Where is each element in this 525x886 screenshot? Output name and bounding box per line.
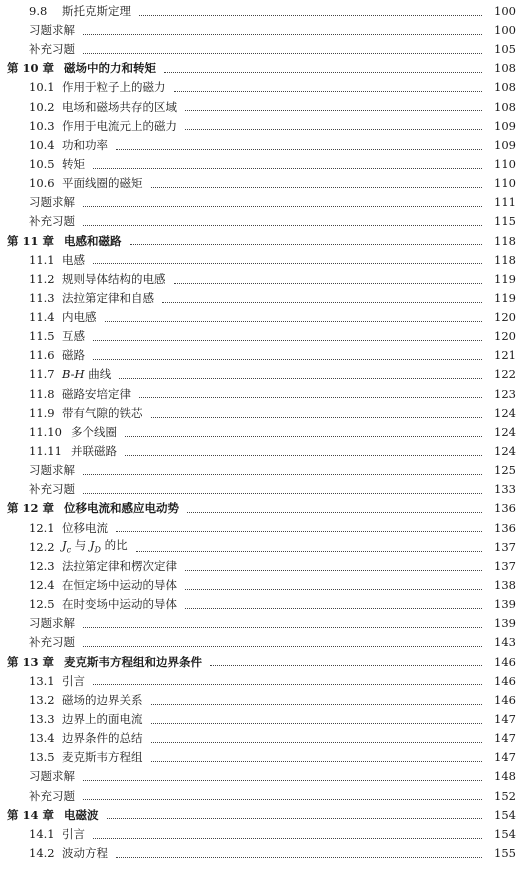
toc-entry-heading: [0, 82, 166, 94]
toc-section-row[interactable]: [0, 404, 525, 423]
toc-entry-heading: [0, 692, 143, 707]
toc-page-number: 110: [494, 176, 516, 191]
toc-section-row[interactable]: [0, 672, 525, 691]
dot-leader: [136, 550, 482, 552]
toc-entry-title: 功和功率: [62, 137, 108, 152]
toc-entry-title: 作用于粒子上的磁力: [62, 80, 166, 95]
toc-page-number: 125: [494, 463, 516, 478]
toc-page-number: 124: [494, 424, 516, 439]
toc-page-number: 155: [494, 846, 516, 860]
toc-entry-heading: [0, 137, 108, 152]
toc-entry-heading: [0, 3, 131, 18]
toc-entry-title: 电场和磁场共存的区域: [62, 99, 177, 114]
dot-leader: [151, 703, 483, 705]
toc-section-row[interactable]: [0, 595, 525, 614]
toc-entry-heading: [0, 216, 75, 228]
toc-entry-number: 10.4: [29, 137, 55, 152]
toc-subentry-row[interactable]: [0, 193, 525, 212]
toc-page-number: 119: [494, 271, 516, 286]
dot-leader: [116, 530, 482, 532]
toc-entry-title: 规则导体结构的电感: [62, 271, 166, 286]
toc-entry-heading: [0, 848, 108, 860]
toc-page-number: 118: [494, 252, 516, 267]
toc-entry-heading: [0, 424, 117, 439]
toc-entry-number: 13.5: [29, 750, 55, 765]
toc-entry-title: 引言: [62, 826, 85, 841]
toc-entry-number: 11.3: [29, 290, 55, 305]
toc-page-number: 124: [494, 444, 516, 459]
toc-subentry-row[interactable]: [0, 787, 525, 806]
toc-entry-heading: [0, 386, 131, 401]
toc-entry-title: 磁路: [62, 348, 85, 363]
dot-leader: [130, 243, 482, 245]
toc-entry-heading: [0, 484, 75, 496]
toc-chapter-row[interactable]: [0, 59, 525, 78]
toc-section-row[interactable]: [0, 289, 525, 308]
toc-entry-title: 内电感: [62, 310, 97, 325]
toc-page-number: 133: [494, 482, 516, 497]
toc-section-row[interactable]: [0, 538, 525, 557]
toc-entry-heading: [0, 654, 203, 669]
toc-entry-heading: [0, 520, 108, 535]
toc-page-number: 124: [494, 405, 516, 420]
toc-page-number: 100: [494, 22, 516, 37]
toc-section-row[interactable]: [0, 576, 525, 595]
dot-leader: [151, 741, 483, 743]
dot-leader: [174, 90, 483, 92]
toc-entry-title: 在时变场中运动的导体: [62, 597, 177, 612]
toc-subentry-row[interactable]: [0, 40, 525, 59]
toc-entry-number: 10.1: [29, 80, 55, 95]
toc-page-number: 109: [494, 137, 516, 152]
toc-entry-title: 补充习题: [29, 635, 75, 650]
dot-leader: [151, 416, 483, 418]
toc-entry-number: 12.3: [29, 558, 55, 573]
toc-entry-number: 10.2: [29, 99, 55, 114]
toc-section-row[interactable]: [0, 270, 525, 289]
toc-entry-number: 12.5: [29, 597, 55, 612]
toc-entry-heading: [0, 63, 156, 75]
toc-page-number: 109: [494, 118, 516, 133]
toc-entry-title: 磁场中的力和转矩: [64, 61, 157, 76]
toc-page-number: 147: [494, 731, 516, 746]
toc-entry-title: B-H 曲线: [62, 367, 112, 382]
toc-entry-title: 磁路安培定律: [62, 386, 131, 401]
toc-page-number: 137: [494, 539, 516, 554]
toc-subentry-row[interactable]: [0, 481, 525, 500]
table-of-contents: [0, 2, 525, 863]
toc-entry-heading: [0, 252, 85, 267]
toc-entry-title: 习题求解: [29, 195, 75, 210]
toc-section-row[interactable]: [0, 825, 525, 844]
toc-entry-title: 斯托克斯定理: [62, 3, 131, 18]
toc-entry-number: 第 11 章: [7, 233, 55, 248]
toc-entry-title: 作用于电流元上的磁力: [62, 118, 177, 133]
toc-chapter-row[interactable]: [0, 232, 525, 251]
toc-section-row[interactable]: [0, 691, 525, 710]
dot-leader: [210, 664, 482, 666]
toc-entry-heading: [0, 807, 99, 822]
dot-leader: [164, 71, 482, 73]
toc-page-number: 146: [494, 692, 516, 707]
toc-page-number: 146: [494, 673, 516, 688]
toc-entry-heading: [0, 405, 143, 420]
toc-entry-number: 13.4: [29, 731, 55, 746]
toc-entry-number: 11.10: [29, 424, 62, 439]
toc-page-number: 154: [494, 807, 516, 822]
toc-entry-title: 边界上的面电流: [62, 712, 143, 727]
toc-page-number: 111: [494, 195, 516, 210]
toc-page-number: 136: [494, 520, 516, 535]
toc-page-number: 146: [494, 654, 516, 669]
toc-entry-heading: [0, 350, 85, 362]
toc-entry-number: 14.2: [29, 846, 55, 860]
toc-entry-number: 11.7: [29, 367, 55, 382]
dot-leader: [83, 626, 482, 628]
toc-entry-heading: [0, 271, 166, 286]
toc-entry-title: 多个线圈: [71, 424, 117, 439]
toc-section-row[interactable]: [0, 385, 525, 404]
toc-entry-number: 11.4: [29, 310, 55, 325]
toc-subentry-row[interactable]: [0, 634, 525, 653]
toc-subentry-row[interactable]: [0, 213, 525, 232]
toc-entry-title: 位移电流和感应电动势: [64, 501, 180, 516]
toc-page-number: 120: [494, 329, 516, 344]
toc-entry-title: 边界条件的总结: [62, 731, 143, 746]
toc-entry-number: 11.11: [29, 444, 62, 459]
toc-chapter-row[interactable]: [0, 500, 525, 519]
dot-leader: [93, 358, 482, 360]
toc-entry-number: 12.1: [29, 520, 55, 535]
dot-leader: [185, 109, 482, 111]
toc-page-number: 137: [494, 558, 516, 573]
dot-leader: [83, 645, 482, 647]
toc-entry-heading: [0, 197, 75, 209]
toc-page-number: 139: [494, 616, 516, 631]
dot-leader: [83, 33, 482, 35]
toc-entry-heading: [0, 733, 143, 745]
toc-entry-heading: [0, 673, 85, 688]
toc-section-row[interactable]: [0, 2, 525, 21]
toc-entry-title: 补充习题: [29, 42, 75, 57]
toc-entry-number: 11.1: [29, 252, 55, 267]
dot-leader: [187, 511, 482, 513]
toc-entry-number: 11.8: [29, 386, 55, 401]
toc-page-number: 154: [494, 826, 516, 841]
toc-entry-heading: [0, 558, 177, 573]
toc-section-row[interactable]: [0, 308, 525, 327]
dot-leader: [93, 262, 482, 264]
toc-page-number: 105: [494, 42, 516, 57]
toc-entry-number: 第 10 章: [7, 61, 55, 76]
toc-entry-heading: [0, 312, 97, 324]
toc-section-row[interactable]: [0, 251, 525, 270]
toc-page-number: 143: [494, 635, 516, 650]
toc-page-number: 122: [494, 367, 516, 382]
toc-entry-heading: [0, 826, 85, 841]
toc-entry-title: 电感和磁路: [64, 233, 122, 248]
toc-page-number: 152: [494, 788, 516, 803]
toc-section-row[interactable]: [0, 366, 525, 385]
dot-leader: [83, 779, 482, 781]
dot-leader: [93, 167, 482, 169]
toc-page-number: 147: [494, 712, 516, 727]
dot-leader: [162, 301, 482, 303]
toc-entry-heading: [0, 290, 154, 305]
dot-leader: [185, 569, 482, 571]
toc-page-number: 136: [494, 501, 516, 516]
dot-leader: [125, 454, 482, 456]
toc-section-row[interactable]: [0, 519, 525, 538]
toc-page-number: 147: [494, 750, 516, 765]
dot-leader: [139, 14, 482, 16]
toc-section-row[interactable]: [0, 710, 525, 729]
toc-section-row[interactable]: [0, 844, 525, 863]
toc-entry-number: 第 13 章: [7, 654, 55, 669]
toc-section-row[interactable]: [0, 729, 525, 748]
dot-leader: [116, 856, 482, 858]
toc-section-row[interactable]: [0, 98, 525, 117]
toc-entry-heading: [0, 44, 75, 56]
toc-section-row[interactable]: [0, 347, 525, 366]
toc-entry-title: 麦克斯韦方程组: [62, 750, 143, 765]
toc-entry-number: 10.5: [29, 156, 55, 171]
toc-entry-number: 13.2: [29, 692, 55, 707]
dot-leader: [174, 282, 483, 284]
toc-entry-heading: [0, 369, 111, 381]
toc-entry-title: 磁场的边界关系: [62, 692, 143, 707]
toc-entry-title: $J_c$ 与 $J_D$ 的比: [62, 538, 128, 555]
toc-entry-heading: [0, 540, 128, 554]
toc-page-number: 108: [494, 61, 516, 76]
dot-leader: [93, 683, 482, 685]
toc-page-number: 123: [494, 386, 516, 401]
toc-entry-heading: [0, 714, 143, 726]
toc-entry-heading: [0, 503, 179, 515]
toc-entry-heading: [0, 752, 143, 764]
toc-chapter-row[interactable]: [0, 806, 525, 825]
toc-entry-heading: [0, 580, 177, 592]
dot-leader: [105, 320, 483, 322]
dot-leader: [185, 588, 482, 590]
toc-page-number: 119: [494, 290, 516, 305]
dot-leader: [185, 128, 482, 130]
dot-leader: [116, 148, 482, 150]
toc-entry-title: 带有气隙的铁芯: [62, 405, 143, 420]
toc-section-row[interactable]: [0, 748, 525, 767]
toc-page-number: 108: [494, 99, 516, 114]
dot-leader: [151, 760, 483, 762]
dot-leader: [83, 52, 482, 54]
toc-entry-title: 平面线圈的磁矩: [62, 176, 143, 191]
toc-entry-number: 10.6: [29, 176, 55, 191]
dot-leader: [151, 186, 483, 188]
dot-leader: [119, 377, 482, 379]
toc-entry-title: 习题求解: [29, 616, 75, 631]
toc-page-number: 148: [494, 769, 516, 784]
toc-entry-number: 11.9: [29, 405, 55, 420]
toc-page-number: 118: [494, 233, 516, 248]
dot-leader: [83, 473, 482, 475]
toc-section-row[interactable]: [0, 136, 525, 155]
toc-entry-heading: [0, 771, 75, 783]
toc-entry-title: 波动方程: [62, 846, 108, 860]
toc-entry-title: 电感: [62, 252, 85, 267]
toc-entry-title: 补充习题: [29, 788, 75, 803]
toc-entry-number: 13.3: [29, 712, 55, 727]
toc-page-number: 138: [494, 578, 516, 593]
toc-entry-title: 在恒定场中运动的导体: [62, 578, 177, 593]
toc-section-row[interactable]: [0, 327, 525, 346]
toc-entry-number: 9.8: [29, 3, 48, 18]
toc-entry-number: 第 14 章: [7, 807, 55, 822]
toc-entry-number: 12.4: [29, 578, 55, 593]
toc-entry-title: 麦克斯韦方程组和边界条件: [64, 654, 203, 669]
toc-entry-number: 12.2: [29, 539, 55, 554]
toc-entry-title: 补充习题: [29, 482, 75, 497]
toc-section-row[interactable]: [0, 117, 525, 136]
toc-subentry-row[interactable]: [0, 21, 525, 40]
dot-leader: [151, 722, 483, 724]
toc-entry-title: 法拉第定律和自感: [62, 290, 154, 305]
toc-entry-heading: [0, 331, 85, 343]
toc-entry-title: 习题求解: [29, 22, 75, 37]
toc-page-number: 121: [494, 348, 516, 363]
toc-entry-heading: [0, 637, 75, 649]
dot-leader: [93, 339, 482, 341]
dot-leader: [83, 492, 482, 494]
dot-leader: [83, 205, 482, 207]
toc-entry-title: 习题求解: [29, 769, 75, 784]
toc-entry-title: 转矩: [62, 156, 85, 171]
toc-page-number: 100: [494, 3, 516, 18]
toc-section-row[interactable]: [0, 155, 525, 174]
toc-subentry-row[interactable]: [0, 768, 525, 787]
toc-entry-number: 10.3: [29, 118, 55, 133]
toc-page-number: 108: [494, 80, 516, 95]
toc-entry-heading: [0, 788, 75, 803]
toc-entry-heading: [0, 599, 177, 611]
toc-entry-title: 引言: [62, 673, 85, 688]
dot-leader: [125, 435, 482, 437]
dot-leader: [83, 798, 482, 800]
toc-chapter-row[interactable]: [0, 653, 525, 672]
toc-entry-title: 习题求解: [29, 463, 75, 478]
toc-entry-title: 并联磁路: [71, 444, 117, 459]
toc-page-number: 110: [494, 156, 516, 171]
toc-section-row[interactable]: [0, 79, 525, 98]
toc-section-row[interactable]: [0, 557, 525, 576]
dot-leader: [185, 607, 482, 609]
toc-entry-heading: [0, 156, 85, 171]
toc-page-number: 139: [494, 597, 516, 612]
toc-subentry-row[interactable]: [0, 461, 525, 480]
toc-page-number: 115: [494, 214, 516, 229]
dot-leader: [93, 837, 482, 839]
toc-entry-number: 13.1: [29, 673, 55, 688]
toc-entry-heading: [0, 465, 75, 477]
toc-entry-heading: [0, 22, 75, 37]
toc-entry-heading: [0, 233, 122, 248]
toc-entry-heading: [0, 118, 177, 133]
toc-entry-title: 位移电流: [62, 520, 108, 535]
toc-entry-heading: [0, 446, 117, 458]
toc-entry-title: 互感: [62, 329, 85, 344]
toc-section-row[interactable]: [0, 423, 525, 442]
toc-entry-number: 11.2: [29, 271, 55, 286]
dot-leader: [83, 224, 482, 226]
toc-page-number: 120: [494, 310, 516, 325]
toc-section-row[interactable]: [0, 442, 525, 461]
toc-entry-number: 14.1: [29, 826, 55, 841]
toc-entry-number: 11.6: [29, 348, 55, 363]
toc-entry-number: 第 12 章: [7, 501, 55, 516]
dot-leader: [139, 396, 482, 398]
toc-entry-heading: [0, 99, 177, 114]
toc-subentry-row[interactable]: [0, 615, 525, 634]
toc-entry-title: 补充习题: [29, 214, 75, 229]
dot-leader: [107, 817, 482, 819]
toc-entry-number: 11.5: [29, 329, 55, 344]
toc-section-row[interactable]: [0, 174, 525, 193]
toc-entry-heading: [0, 618, 75, 630]
toc-entry-title: 法拉第定律和楞次定律: [62, 558, 177, 573]
toc-entry-heading: [0, 178, 143, 190]
toc-entry-title: 电磁波: [64, 807, 99, 822]
